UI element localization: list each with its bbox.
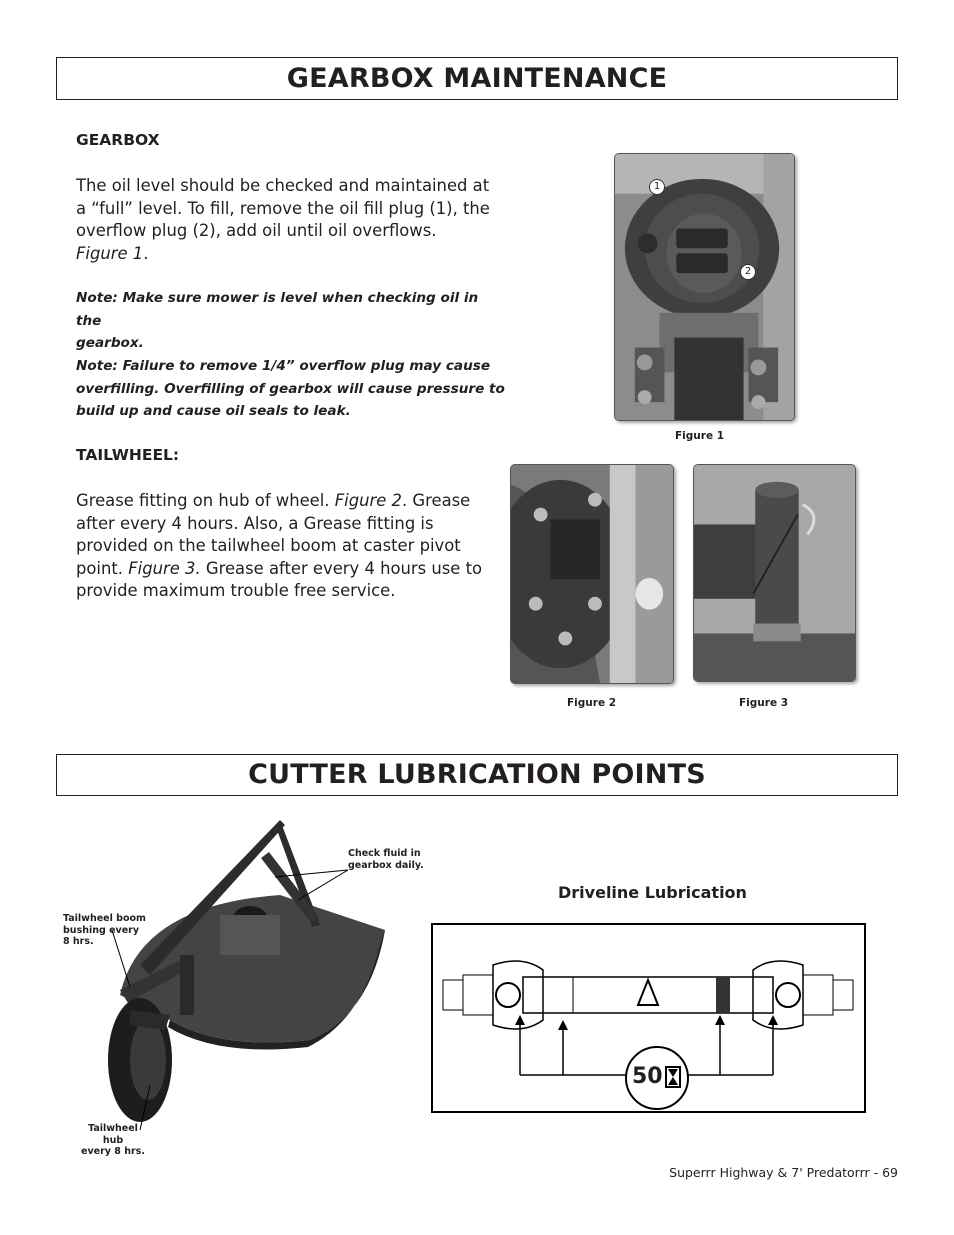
hourglass-icon [665, 1066, 681, 1088]
label-line: 8 hrs. [63, 936, 94, 947]
paragraph-line: a “full” level. To fill, remove the oil fill plug (1), the [76, 198, 490, 218]
callout-oil-fill-plug: 1 [649, 179, 665, 195]
note-line: Note: Make sure mower is level when checking oil in the [76, 290, 479, 329]
label-line: gearbox daily. [348, 859, 424, 871]
label-line: Check fluid in [348, 848, 421, 859]
note-line: Note: Failure to remove 1/4” overflow plug may cause [76, 358, 491, 374]
paragraph-line: provided on the tailwheel boom at caster pivot [76, 536, 461, 555]
figure-1-gearbox-photo [614, 153, 795, 421]
gearbox-heading: GEARBOX [76, 131, 160, 149]
mower-illustration [100, 815, 390, 1140]
section-title: CUTTER LUBRICATION POINTS [248, 759, 706, 790]
paragraph-line: The oil level should be checked and maintained at [76, 176, 490, 195]
note-overflow-plug [76, 355, 506, 423]
note-line: build up and cause oil seals to leak. [76, 403, 351, 420]
section-banner-cutter-lubrication [56, 754, 898, 796]
label-line: Tailwheel boom [63, 913, 146, 924]
paragraph-line [76, 490, 496, 513]
section-banner-gearbox-maintenance [56, 57, 898, 100]
page-footer: Superrr Highway & 7' Predatorrr - 69 [669, 1165, 898, 1180]
text-run: point. [76, 558, 129, 578]
paragraph-line: overflow plug (2), add oil until oil overflows. [76, 221, 437, 240]
figure-reference: Figure 2 [334, 491, 402, 510]
label-tailwheel-boom-bushing [63, 913, 146, 948]
label-line: bushing every [63, 924, 140, 936]
label-check-fluid-gearbox [348, 848, 424, 871]
note-level-mower [76, 287, 506, 355]
section-title: GEARBOX MAINTENANCE [286, 63, 668, 94]
punctuation: . [143, 243, 149, 263]
text-run: . Grease [402, 491, 471, 510]
tailwheel-paragraph [76, 490, 496, 603]
paragraph-line [76, 243, 506, 266]
figure-2-wheel-hub-photo [510, 464, 674, 684]
paragraph-line [76, 558, 496, 581]
figure-1-caption: Figure 1 [675, 430, 725, 442]
note-line: overfilling. Overfilling of gearbox will cause pressure to [76, 380, 505, 397]
grease-interval-symbol [625, 1046, 689, 1110]
note-line: gearbox. [76, 335, 144, 352]
figure-reference: Figure 1 [76, 243, 144, 263]
figure-2-caption: Figure 2 [567, 697, 617, 709]
gearbox-paragraph [76, 175, 506, 265]
label-tailwheel-hub [78, 1123, 148, 1158]
label-line: Tailwheel hub [88, 1123, 138, 1146]
driveline-diagram [431, 923, 866, 1113]
figure-3-caster-pivot-photo [693, 464, 856, 682]
callout-overflow-plug: 2 [740, 264, 756, 280]
grease-interval-hours: 50 [632, 1064, 663, 1089]
text-run: Grease fitting on hub of wheel. [76, 491, 335, 510]
paragraph-line: after every 4 hours. Also, a Grease fitting is [76, 513, 434, 533]
label-line: every 8 hrs. [81, 1146, 145, 1157]
figure-reference: Figure 3. [128, 558, 201, 578]
figure-3-caption: Figure 3 [739, 697, 789, 709]
tailwheel-heading: TAILWHEEL: [76, 446, 180, 464]
paragraph-line: provide maximum trouble free service. [76, 581, 396, 600]
text-run: Grease after every 4 hours use to [200, 558, 483, 578]
driveline-lubrication-title: Driveline Lubrication [558, 883, 747, 902]
